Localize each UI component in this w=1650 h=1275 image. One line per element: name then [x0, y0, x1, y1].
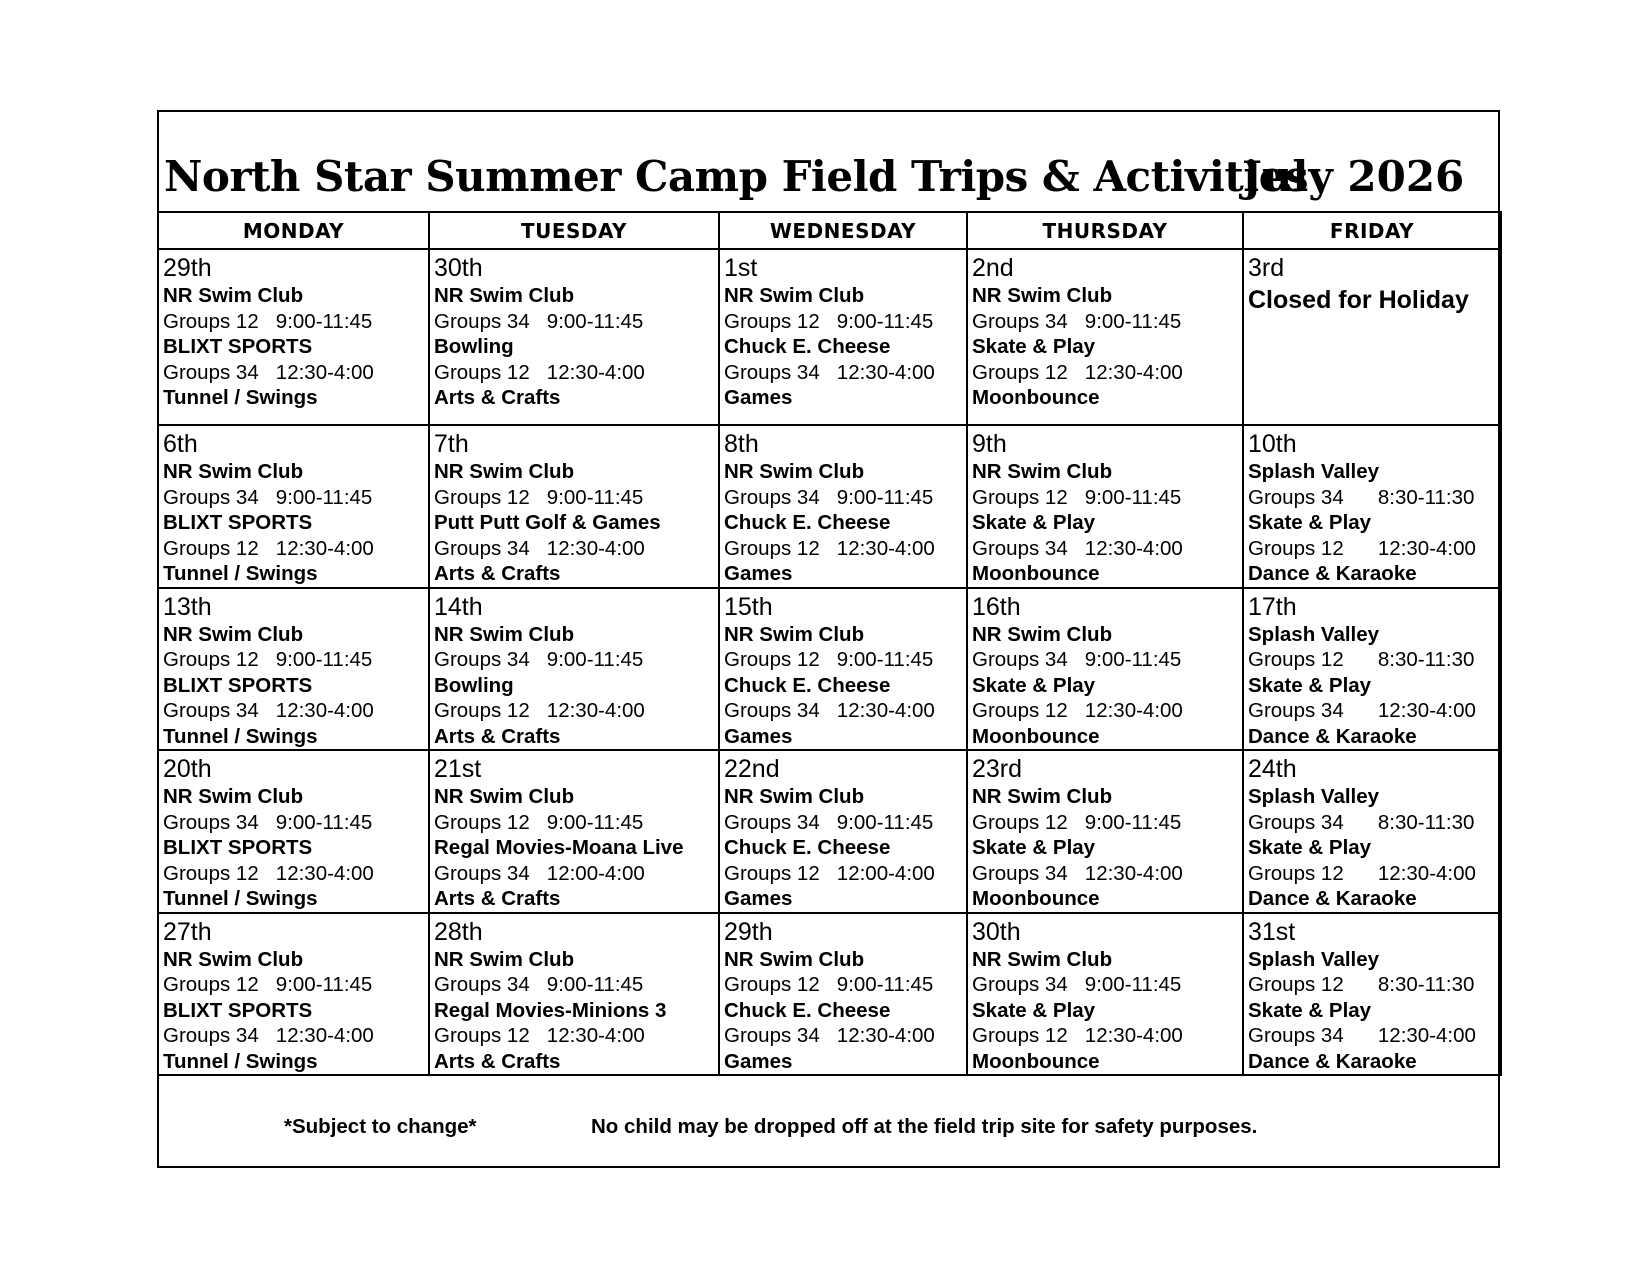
group-schedule: Groups 12 9:00-11:45 [163, 648, 373, 671]
day-cell [158, 588, 429, 751]
activity-name: Arts & Crafts [434, 562, 561, 585]
day-cell [429, 750, 719, 913]
week-row [158, 913, 1501, 1076]
group-schedule: Groups 12 12:30-4:00 [972, 1024, 1183, 1047]
group-schedule: Groups 34 9:00-11:45 [163, 810, 373, 834]
activity-name: Skate & Play [972, 998, 1096, 1022]
day-number: 6th [163, 430, 198, 458]
day-number: 17th [1248, 592, 1297, 621]
day-cell [719, 588, 967, 751]
day-number: 21st [434, 755, 482, 783]
day-cell [429, 425, 719, 588]
activity-name: NR Swim Club [434, 622, 575, 646]
day-number: 10th [1248, 430, 1297, 458]
activity-name: Chuck E. Cheese [724, 998, 891, 1022]
day-number: 29th [163, 254, 212, 282]
group-schedule: Groups 34 9:00-11:45 [434, 973, 644, 996]
group-schedule: Groups 12 9:00-11:45 [434, 485, 644, 509]
activity-name: NR Swim Club [972, 460, 1113, 483]
activity-name: Arts & Crafts [434, 724, 561, 748]
day-cell [1243, 425, 1501, 588]
group-schedule: Groups 12 12:30-4:00 [434, 699, 645, 722]
group-schedule: Groups 12 12:30-4:00 [972, 699, 1183, 722]
day-number: 22nd [724, 755, 780, 783]
day-number: 8th [724, 430, 759, 458]
day-cell [967, 913, 1243, 1076]
activity-name: NR Swim Club [972, 622, 1113, 646]
group-schedule: Groups 12 12:30-4:00 [724, 536, 935, 560]
activity-name: Moonbounce [972, 1049, 1100, 1073]
group-schedule: Groups 12 9:00-11:45 [163, 309, 373, 333]
group-schedule: Groups 34 9:00-11:45 [724, 810, 934, 834]
activity-name: NR Swim Club [434, 785, 575, 808]
activity-name: Chuck E. Cheese [724, 335, 891, 358]
group-schedule: Groups 12 12:30-4:00 [163, 536, 374, 560]
group-schedule: Groups 12 9:00-11:45 [724, 309, 934, 333]
activity-name: Tunnel / Swings [163, 724, 318, 748]
group-schedule: Groups 34 12:00-4:00 [434, 861, 645, 885]
activity-name: Chuck E. Cheese [724, 836, 891, 859]
activity-name: Moonbounce [972, 562, 1100, 585]
day-number: 2nd [972, 254, 1014, 282]
activity-name: Dance & Karaoke [1248, 1049, 1417, 1073]
group-schedule: Groups 12 9:00-11:45 [434, 810, 644, 834]
group-schedule: Groups 34 12:30-4:00 [972, 861, 1183, 885]
day-number: 27th [163, 917, 212, 946]
activity-name: Moonbounce [972, 386, 1100, 409]
day-cell [967, 588, 1243, 751]
activity-name: Arts & Crafts [434, 887, 561, 910]
group-schedule: Groups 34 8:30-11:30 [1248, 485, 1475, 509]
activity-name: Tunnel / Swings [163, 1049, 318, 1073]
activity-name: Putt Putt Golf & Games [434, 511, 661, 534]
activity-name: NR Swim Club [163, 284, 304, 307]
activity-name: Tunnel / Swings [163, 562, 318, 585]
day-number: 13th [163, 592, 212, 621]
activity-name: NR Swim Club [724, 460, 865, 483]
week-row [158, 750, 1501, 913]
day-number: 31st [1248, 917, 1296, 946]
day-number: 23rd [972, 755, 1023, 783]
day-number: 30th [434, 254, 483, 282]
activity-name: Dance & Karaoke [1248, 887, 1417, 910]
activity-name: Games [724, 887, 793, 910]
day-number: 7th [434, 430, 469, 458]
activity-name: NR Swim Club [724, 622, 865, 646]
activity-name: Regal Movies-Moana Live [434, 836, 684, 859]
weekday-header: MONDAY [158, 212, 429, 249]
activity-name: Skate & Play [1248, 673, 1372, 697]
activity-name: BLIXT SPORTS [163, 836, 313, 859]
activity-name: NR Swim Club [163, 622, 304, 646]
activity-name: Games [724, 724, 793, 748]
group-schedule: Groups 34 12:30-4:00 [1248, 699, 1476, 722]
activity-name: Games [724, 1049, 793, 1073]
group-schedule: Groups 12 12:30-4:00 [1248, 861, 1476, 885]
activity-name: NR Swim Club [972, 284, 1113, 307]
group-schedule: Groups 12 12:30-4:00 [163, 861, 374, 885]
day-cell [158, 249, 429, 425]
weekday-header: WEDNESDAY [719, 212, 967, 249]
day-cell [1243, 750, 1501, 913]
group-schedule: Groups 12 12:30-4:00 [972, 360, 1183, 384]
activity-name: Splash Valley [1248, 785, 1380, 808]
group-schedule: Groups 34 12:30-4:00 [163, 1024, 374, 1047]
activity-name: Bowling [434, 673, 514, 697]
day-number: 16th [972, 592, 1021, 621]
calendar-grid [157, 211, 1502, 1076]
group-schedule: Groups 34 12:30-4:00 [724, 360, 935, 384]
group-schedule: Groups 12 9:00-11:45 [163, 973, 373, 996]
activity-name: Skate & Play [1248, 836, 1372, 859]
activity-name: Skate & Play [972, 673, 1096, 697]
day-number: 28th [434, 917, 483, 946]
activity-name: Regal Movies-Minions 3 [434, 998, 667, 1022]
day-cell [719, 913, 967, 1076]
activity-name: NR Swim Club [434, 460, 575, 483]
group-schedule: Groups 12 9:00-11:45 [972, 810, 1182, 834]
footer-note: *Subject to change* [284, 1115, 477, 1138]
day-cell [967, 425, 1243, 588]
group-schedule: Groups 34 9:00-11:45 [724, 485, 934, 509]
day-cell [967, 249, 1243, 425]
day-number: 3rd [1248, 254, 1285, 282]
activity-name: Games [724, 386, 793, 409]
day-number: 29th [724, 917, 773, 946]
group-schedule: Groups 34 12:30-4:00 [724, 699, 935, 722]
activity-name: Tunnel / Swings [163, 386, 318, 409]
activity-name: BLIXT SPORTS [163, 673, 313, 697]
activity-name: BLIXT SPORTS [163, 511, 313, 534]
week-row [158, 425, 1501, 588]
day-number: 20th [163, 755, 212, 783]
weekday-header-row [158, 212, 1501, 249]
group-schedule: Groups 12 12:30-4:00 [434, 1024, 645, 1047]
day-cell [158, 913, 429, 1076]
activity-name: Splash Valley [1248, 947, 1380, 971]
activity-name: Arts & Crafts [434, 1049, 561, 1073]
day-cell [158, 750, 429, 913]
activity-name: Chuck E. Cheese [724, 673, 891, 697]
activity-name: NR Swim Club [724, 785, 865, 808]
week-row [158, 588, 1501, 751]
activity-name: Splash Valley [1248, 460, 1380, 483]
group-schedule: Groups 34 12:30-4:00 [163, 360, 374, 384]
activity-name: Arts & Crafts [434, 386, 561, 409]
activity-name: NR Swim Club [434, 947, 575, 971]
day-cell [429, 588, 719, 751]
activity-name: BLIXT SPORTS [163, 998, 313, 1022]
day-cell [1243, 588, 1501, 751]
group-schedule: Groups 34 9:00-11:45 [434, 309, 644, 333]
day-cell [429, 913, 719, 1076]
activity-name: NR Swim Club [163, 947, 304, 971]
activity-name: Bowling [434, 335, 514, 358]
day-cell [158, 425, 429, 588]
activity-name: Skate & Play [972, 836, 1096, 859]
day-cell [719, 249, 967, 425]
day-number: 9th [972, 430, 1007, 458]
group-schedule: Groups 34 9:00-11:45 [972, 648, 1182, 671]
activity-name: NR Swim Club [434, 284, 575, 307]
group-schedule: Groups 12 12:30-4:00 [434, 360, 645, 384]
activity-name: Skate & Play [1248, 511, 1372, 534]
activity-name: BLIXT SPORTS [163, 335, 313, 358]
week-row [158, 249, 1501, 425]
activity-name: Chuck E. Cheese [724, 511, 891, 534]
activity-name: NR Swim Club [724, 947, 865, 971]
activity-name: NR Swim Club [972, 947, 1113, 971]
activity-name: Skate & Play [1248, 998, 1372, 1022]
day-number: 1st [724, 254, 758, 282]
group-schedule: Groups 34 8:30-11:30 [1248, 810, 1475, 834]
group-schedule: Groups 34 9:00-11:45 [972, 309, 1182, 333]
title-row [159, 112, 1498, 212]
day-cell [1243, 249, 1501, 425]
activity-name: NR Swim Club [163, 460, 304, 483]
group-schedule: Groups 34 12:30-4:00 [724, 1024, 935, 1047]
weekday-header: TUESDAY [429, 212, 719, 249]
day-number: 30th [972, 917, 1021, 946]
activity-name: Moonbounce [972, 887, 1100, 910]
group-schedule: Groups 34 9:00-11:45 [434, 648, 644, 671]
calendar-body [158, 249, 1501, 1075]
group-schedule: Groups 12 12:00-4:00 [724, 861, 935, 885]
day-number: 24th [1248, 755, 1297, 783]
group-schedule: Groups 12 8:30-11:30 [1248, 973, 1475, 996]
calendar-sheet [157, 110, 1500, 1168]
day-cell [967, 750, 1243, 913]
group-schedule: Groups 12 9:00-11:45 [724, 648, 934, 671]
activity-name: NR Swim Club [972, 785, 1113, 808]
group-schedule: Groups 34 9:00-11:45 [163, 485, 373, 509]
activity-name: Dance & Karaoke [1248, 724, 1417, 748]
group-schedule: Groups 12 9:00-11:45 [724, 973, 934, 996]
holiday-notice: Closed for Holiday [1248, 286, 1469, 314]
day-cell [1243, 913, 1501, 1076]
activity-name: Moonbounce [972, 724, 1100, 748]
activity-name: Splash Valley [1248, 622, 1380, 646]
page-title: North Star Summer Camp Field Trips & Activities [164, 152, 1309, 201]
activity-name: Skate & Play [972, 511, 1096, 534]
group-schedule: Groups 12 9:00-11:45 [972, 485, 1182, 509]
month-label: July 2026 [1242, 152, 1465, 201]
group-schedule: Groups 34 12:30-4:00 [163, 699, 374, 722]
day-number: 14th [434, 592, 483, 621]
group-schedule: Groups 12 12:30-4:00 [1248, 536, 1476, 560]
day-number: 15th [724, 592, 773, 621]
activity-name: Games [724, 562, 793, 585]
activity-name: Skate & Play [972, 335, 1096, 358]
group-schedule: Groups 34 9:00-11:45 [972, 973, 1182, 996]
activity-name: NR Swim Club [163, 785, 304, 808]
activity-name: NR Swim Club [724, 284, 865, 307]
group-schedule: Groups 12 8:30-11:30 [1248, 648, 1475, 671]
day-cell [719, 425, 967, 588]
activity-name: Dance & Karaoke [1248, 562, 1417, 585]
activity-name: Tunnel / Swings [163, 887, 318, 910]
day-cell [719, 750, 967, 913]
group-schedule: Groups 34 12:30-4:00 [434, 536, 645, 560]
footer-warning: No child may be dropped off at the field trip site for safety purposes. [591, 1115, 1258, 1138]
group-schedule: Groups 34 12:30-4:00 [1248, 1024, 1476, 1047]
day-cell [429, 249, 719, 425]
weekday-header: THURSDAY [967, 212, 1243, 249]
group-schedule: Groups 34 12:30-4:00 [972, 536, 1183, 560]
weekday-header: FRIDAY [1243, 212, 1501, 249]
